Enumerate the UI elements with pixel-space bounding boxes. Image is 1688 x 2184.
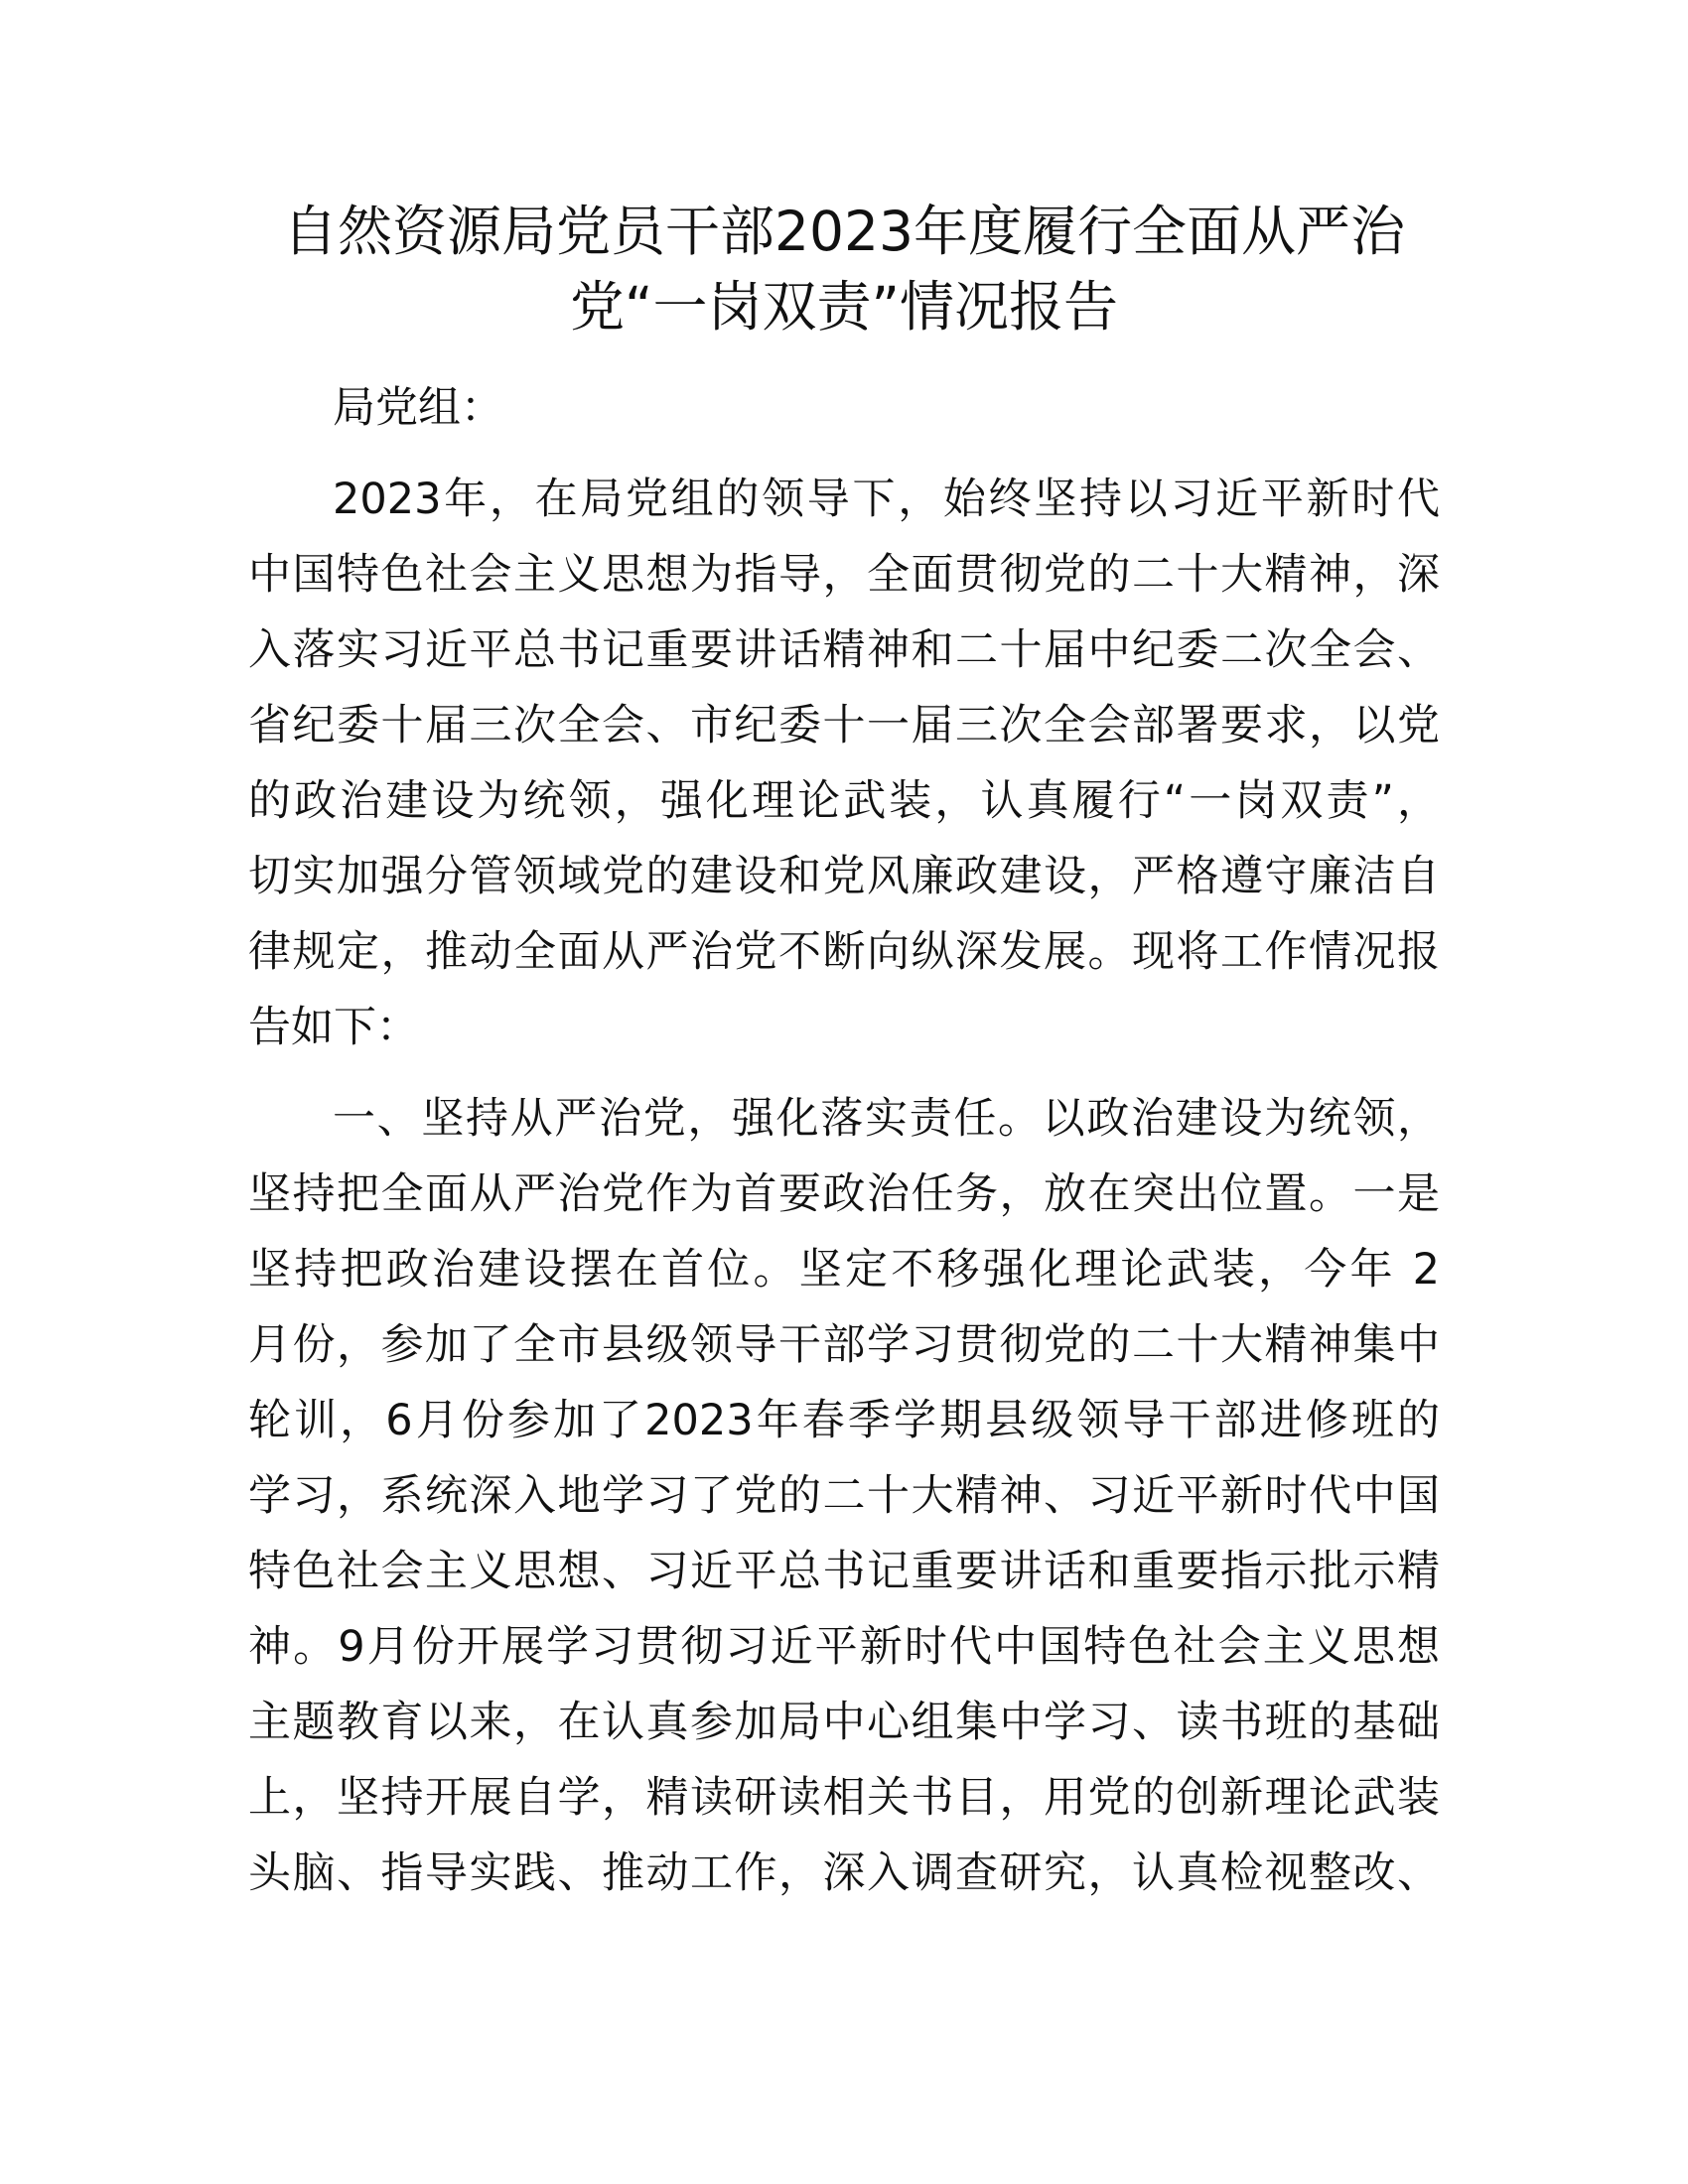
paragraph-line: 省纪委十届三次全会、市纪委十一届三次全会部署要求，以党 <box>248 701 1440 751</box>
paragraph-line: 的政治建设为统领，强化理论武装，认真履行“一岗双责”， <box>248 776 1440 826</box>
paragraph-intro <box>248 462 1440 1065</box>
paragraph-line: 切实加强分管领域党的建设和党风廉政建设，严格遵守廉洁自 <box>248 852 1440 901</box>
paragraph-line: 坚持把全面从严治党作为首要政治任务，放在突出位置。一是 <box>248 1169 1440 1219</box>
paragraph-line: 月份，参加了全市县级领导干部学习贯彻党的二十大精神集中 <box>248 1320 1440 1370</box>
paragraph-line: 告如下： <box>248 1003 419 1052</box>
paragraph-line: 入落实习近平总书记重要讲话精神和二十届中纪委二次全会、 <box>248 625 1440 675</box>
paragraph-line: 中国特色社会主义思想为指导，全面贯彻党的二十大精神，深 <box>248 550 1440 600</box>
paragraph-line: 律规定，推动全面从严治党不断向纵深发展。现将工作情况报 <box>248 927 1440 977</box>
salutation: 局党组： <box>333 383 503 433</box>
paragraph-line: 特色社会主义思想、习近平总书记重要讲话和重要指示批示精 <box>248 1547 1440 1596</box>
paragraph-line: 头脑、指导实践、推动工作，深入调查研究，认真检视整改、 <box>248 1848 1440 1898</box>
document-title-line-1: 自然资源局党员干部2023年度履行全面从严治 <box>283 200 1405 263</box>
paragraph-line: 学习，系统深入地学习了党的二十大精神、习近平新时代中国 <box>248 1471 1440 1521</box>
paragraph-line: 上，坚持开展自学，精读研读相关书目，用党的创新理论武装 <box>248 1773 1440 1823</box>
document-page <box>248 194 1440 1911</box>
paragraph-line: 主题教育以来，在认真参加局中心组集中学习、读书班的基础 <box>248 1698 1440 1747</box>
paragraph-section-one <box>248 1081 1440 1911</box>
paragraph-line: 坚持把政治建设摆在首位。坚定不移强化理论武装，今年 2 <box>248 1245 1440 1295</box>
document-title-line-2: 党“一岗双责”情况报告 <box>570 275 1118 339</box>
paragraph-line: 2023年，在局党组的领导下，始终坚持以习近平新时代 <box>333 475 1440 524</box>
paragraph-line: 神。9月份开展学习贯彻习近平新时代中国特色社会主义思想 <box>248 1622 1440 1672</box>
paragraph-line: 轮训，6月份参加了2023年春季学期县级领导干部进修班的 <box>248 1396 1440 1445</box>
paragraph-line: 一、坚持从严治党，强化落实责任。以政治建设为统领， <box>333 1094 1440 1144</box>
